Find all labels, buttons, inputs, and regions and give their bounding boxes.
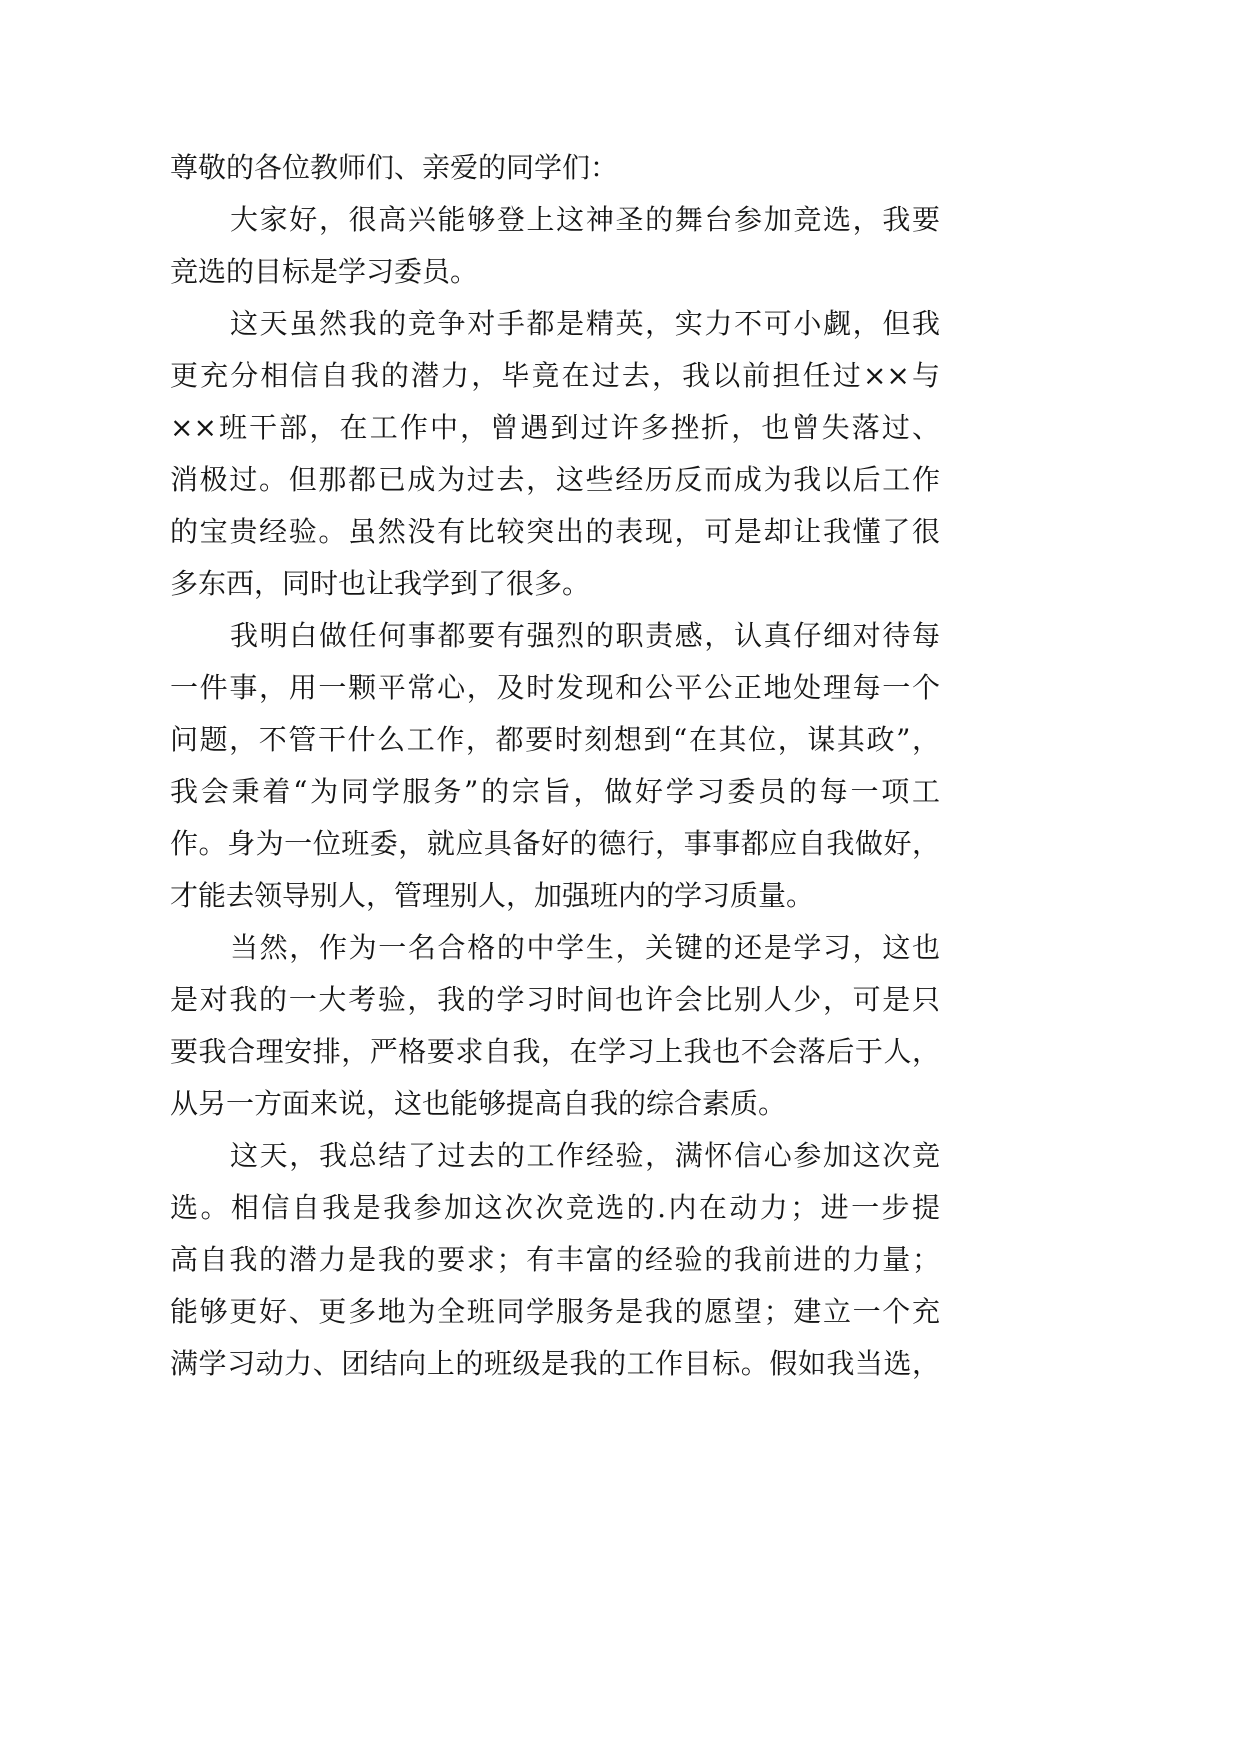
text-line: 才能去领导别人，管理别人，加强班内的学习质量。: [170, 879, 815, 912]
text-line: 竞选的目标是学习委员。: [170, 255, 479, 288]
text-line: 满学习动力、团结向上的班级是我的工作目标。假如我当选，: [170, 1347, 940, 1380]
text-line: 更充分相信自我的潜力，毕竟在过去，我以前担任过××与: [170, 359, 940, 392]
text-line: 要我合理安排，严格要求自我，在学习上我也不会落后于人，: [170, 1035, 940, 1068]
text-line: ××班干部，在工作中，曾遇到过许多挫折，也曾失落过、: [170, 411, 940, 444]
text-line: 是对我的一大考验，我的学习时间也许会比别人少，可是只: [170, 983, 940, 1016]
text-line: 问题，不管干什么工作，都要时刻想到“在其位，谋其政”，: [170, 723, 940, 756]
text-line: 作。身为一位班委，就应具备好的德行，事事都应自我做好，: [170, 827, 940, 860]
paragraph: [170, 610, 940, 922]
text-line: 能够更好、更多地为全班同学服务是我的愿望；建立一个充: [170, 1295, 940, 1328]
text-line: 我明白做任何事都要有强烈的职责感，认真仔细对待每: [230, 619, 940, 652]
text-line: 的宝贵经验。虽然没有比较突出的表现，可是却让我懂了很: [170, 515, 940, 548]
text-line: 这天虽然我的竞争对手都是精英，实力不可小觑，但我: [230, 307, 940, 340]
text-line: 这天，我总结了过去的工作经验，满怀信心参加这次竞: [230, 1139, 940, 1172]
document-body: [170, 142, 940, 1390]
greeting-line: 尊敬的各位教师们、亲爱的同学们：: [170, 151, 619, 184]
text-line: 选。相信自我是我参加这次次竞选的.内在动力；进一步提: [170, 1191, 940, 1224]
text-line: 从另一方面来说，这也能够提高自我的综合素质。: [170, 1087, 787, 1120]
paragraph: [170, 1130, 940, 1390]
text-line: 一件事，用一颗平常心，及时发现和公平公正地处理每一个: [170, 671, 940, 704]
text-line: 我会秉着“为同学服务”的宗旨，做好学习委员的每一项工: [170, 775, 940, 808]
paragraph: [170, 922, 940, 1130]
text-line: 多东西，同时也让我学到了很多。: [170, 567, 591, 600]
paragraph: [170, 298, 940, 610]
paragraph: [170, 194, 940, 298]
text-line: 大家好，很高兴能够登上这神圣的舞台参加竞选，我要: [230, 203, 940, 236]
text-line: 消极过。但那都已成为过去，这些经历反而成为我以后工作: [170, 463, 940, 496]
text-line: 当然，作为一名合格的中学生，关键的还是学习，这也: [230, 931, 940, 964]
text-line: 高自我的潜力是我的要求；有丰富的经验的我前进的力量；: [170, 1243, 940, 1276]
